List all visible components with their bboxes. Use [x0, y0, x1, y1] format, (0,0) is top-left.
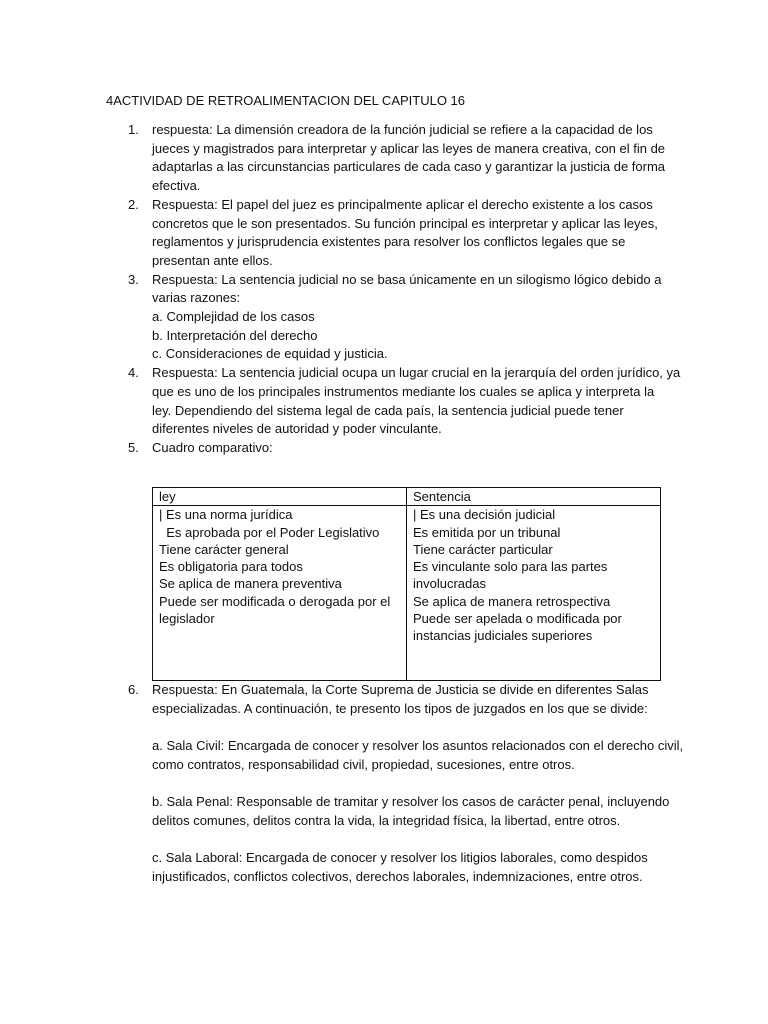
- list-number: 3.: [128, 271, 139, 287]
- paragraph-spacer: [152, 775, 712, 794]
- table-header-sentencia: Sentencia: [407, 488, 661, 506]
- answer-text-line: respuesta: La dimensión creadora de la función judicial se refiere a la capacidad de los: [152, 122, 653, 137]
- answer-text-line: b. Interpretación del derecho: [152, 327, 318, 343]
- answer-text-line: Cuadro comparativo:: [152, 439, 273, 455]
- sala-penal-line: b. Sala Penal: Responsable de tramitar y resolver los casos de carácter penal, incluyendo: [152, 794, 670, 810]
- answer-text-line: diferentes niveles de autoridad y poder vinculante.: [152, 421, 442, 437]
- table-header-ley: ley: [153, 488, 407, 506]
- answer-item-6: [106, 681, 712, 887]
- answer-text-line: varias razones:: [152, 290, 241, 306]
- list-number: 2.: [128, 196, 139, 212]
- list-number: 6.: [128, 682, 139, 697]
- table-header-row: [153, 488, 661, 506]
- answer-item-4: [106, 364, 681, 439]
- sala-civil-line: como contratos, responsabilidad civil, propiedad, sucesiones, entre otros.: [152, 756, 575, 772]
- sala-laboral-line: c. Sala Laboral: Encargada de conocer y resolver los litigios laborales, como despidos: [152, 850, 648, 866]
- table-cell-line: Es aprobada por el Poder Legislativo: [159, 524, 380, 540]
- table-cell-line: Tiene carácter general: [159, 541, 289, 557]
- table-cell-line: Tiene carácter particular: [413, 541, 553, 557]
- answer-text-line: Respuesta: En Guatemala, la Corte Suprema de Justicia se divide en diferentes Salas: [152, 682, 649, 697]
- table-cell-line: Es obligatoria para todos: [159, 559, 303, 575]
- list-number: 1.: [128, 122, 139, 137]
- table-cell-line: Se aplica de manera retrospectiva: [413, 593, 611, 609]
- list-number: 5.: [128, 439, 139, 455]
- answer-text-line: ley. Dependiendo del sistema legal de cada país, la sentencia judicial puede tener: [152, 402, 624, 418]
- answer-item-5: [106, 439, 666, 458]
- sala-laboral-line: injustificados, conflictos colectivos, derechos laborales, indemnizaciones, entre otros.: [152, 868, 643, 884]
- answer-text-line: a. Complejidad de los casos: [152, 309, 315, 325]
- table-cell-line: Es emitida por un tribunal: [413, 524, 561, 540]
- answer-text-line: Respuesta: La sentencia judicial no se basa únicamente en un silogismo lógico debido a: [152, 271, 662, 287]
- paragraph-spacer: [152, 718, 712, 737]
- table-cell-line: legislador: [159, 611, 215, 627]
- answer-text-line: efectiva.: [152, 178, 201, 194]
- comparison-table: [152, 487, 661, 681]
- answer-text-line: que es uno de los principales instrumentos mediante los cuales se aplica y interpreta la: [152, 383, 655, 399]
- answer-text-line: especializadas. A continuación, te presento los tipos de juzgados en los que se divide:: [152, 700, 648, 716]
- answer-text-line: presentan ante ellos.: [152, 252, 273, 268]
- table-cell-line: Es vinculante solo para las partes: [413, 559, 608, 575]
- answer-item-1: [106, 121, 666, 196]
- answer-text-line: Respuesta: La sentencia judicial ocupa un lugar crucial en la jerarquía del orden jurídico, ya: [152, 365, 681, 381]
- answer-text-line: jueces y magistrados para interpretar y aplicar las leyes de manera creativa, con el fin de: [152, 140, 666, 156]
- table-row: [153, 506, 661, 681]
- table-cell-line: Puede ser apelada o modificada por: [413, 611, 622, 627]
- table-cell-ley: [153, 506, 407, 681]
- table-cell-line: Se aplica de manera preventiva: [159, 576, 342, 592]
- sala-penal-line: delitos comunes, delitos contra la vida, la integridad física, la libertad, entre otros.: [152, 812, 621, 828]
- sala-civil-line: a. Sala Civil: Encargada de conocer y resolver los asuntos relacionados con el derecho civil,: [152, 738, 684, 754]
- table-cell-line: Puede ser modificada o derogada por el: [159, 593, 391, 609]
- table-cell-line: instancias judiciales superiores: [413, 628, 593, 644]
- document-title: 4ACTIVIDAD DE RETROALIMENTACION DEL CAPITULO 16: [106, 93, 466, 108]
- answer-text-line: c. Consideraciones de equidad y justicia.: [152, 346, 388, 362]
- list-number: 4.: [128, 365, 139, 381]
- answer-text-line: adaptarlas a las circunstancias particulares de cada caso y garantizar la justicia de forma: [152, 159, 666, 175]
- answer-list: [106, 121, 681, 458]
- answer-item-2: [106, 196, 666, 271]
- answer-text-line: reglamentos y jurisprudencia existentes para resolver los conflictos legales que se: [152, 234, 626, 250]
- table-cell-sentencia: [407, 506, 661, 681]
- answer-text-line: concretos que le son presentados. Su función principal es interpretar y aplicar las leyes,: [152, 215, 658, 231]
- answer-item-3: [106, 271, 666, 365]
- table-cell-line: involucradas: [413, 576, 486, 592]
- answer-text-line: Respuesta: El papel del juez es principalmente aplicar el derecho existente a los casos: [152, 196, 653, 212]
- table-cell-line: | Es una decisión judicial: [413, 507, 556, 523]
- paragraph-spacer: [152, 831, 712, 850]
- table-cell-line: | Es una norma jurídica: [159, 507, 293, 523]
